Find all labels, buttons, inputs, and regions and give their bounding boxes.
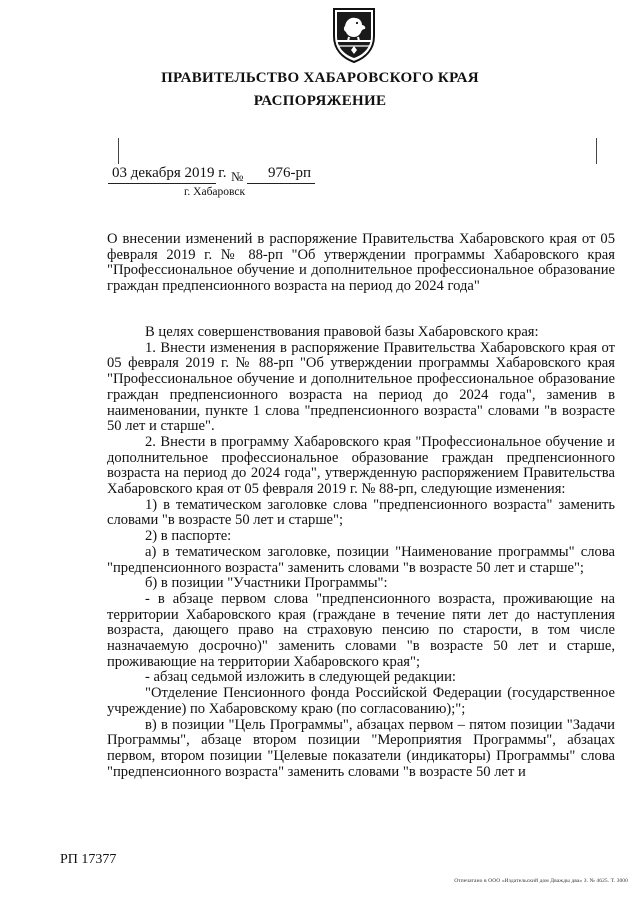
- paragraph-dash-2: - абзац седьмой изложить в следующей редакции:: [145, 669, 456, 686]
- printer-imprint: Отпечатано в ООО «Издательский дом Дважды два» З. № 4625. Т. 3000: [454, 878, 628, 884]
- paragraph-subitem-2v: в) в позиции "Цель Программы", абзацах первом – пятом позиции "Задачи Программы", абзаце втором позиции "Мероприятия Программы", абзацах первом, втором позиции "Целевые показатели (индикаторы) Программы" слова "предпенсионного возраста" заменить словами "в возрасте 50 лет и: [107, 716, 615, 780]
- document-city: г. Хабаровск: [184, 186, 246, 198]
- paragraph-item-1: 1. Внести изменения в распоряжение Правительства Хабаровского края от 05 февраля 2019 г. № 88-рп "Об утверждении программы Хабаровского края "Профессиональное обучение и дополнительное профессиональное образование граждан предпенсионного возраста на период до 2024 года", заменив в наименовании, пункте 1 слова "предпенсионного возраста" словами "в возрасте 50 лет и старше".: [107, 339, 615, 435]
- paragraph-dash-1: - в абзаце первом слова "предпенсионного возраста, проживающие на территории Хабаровского края (граждане в течение пяти лет до наступления возраста, дающего право на страховую пенсию по старости, в том числе назначаемую досрочно)" заменить словами "в возрасте 50 лет и старше, проживающие на территории Хабаровского края";: [107, 590, 615, 670]
- margin-mark-left: [118, 138, 119, 164]
- registration-code: РП 17377: [60, 852, 117, 867]
- document-number: 976-рп: [268, 165, 312, 181]
- document-subject: О внесении изменений в распоряжение Правительства Хабаровского края от 05 февраля 2019 г. № 88-рп "Об утверждении программы Хабаровского края "Профессиональное обучение и дополнительное профессиональное образование граждан предпенсионного возраста на период до 2024 года": [107, 231, 615, 294]
- paragraph-subitem-2: 2) в паспорте:: [145, 528, 232, 545]
- paragraph-preamble: В целях совершенствования правовой базы Хабаровского края:: [145, 324, 539, 340]
- paragraph-subitem-2a: а) в тематическом заголовке, позиции "Наименование программы" слова "предпенсионного возраста" заменить словами "в возрасте 50 лет и старше";: [107, 543, 615, 576]
- document-type: РАСПОРЯЖЕНИЕ: [253, 93, 387, 109]
- date-underline: [108, 183, 216, 184]
- document-body: [107, 325, 615, 780]
- paragraph-quote: "Отделение Пенсионного фонда Российской Федерации (государственное учреждение) по Хабаровскому краю (по согласованию);";: [107, 685, 615, 717]
- number-sign: №: [231, 169, 244, 184]
- coat-of-arms-icon: [331, 6, 377, 64]
- paragraph-subitem-1: 1) в тематическом заголовке слова "предпенсионного возраста" заменить словами "в возрасте 50 лет и старше";: [107, 496, 615, 529]
- document-date: 03 декабря 2019 г.: [112, 165, 227, 181]
- paragraph-item-2: 2. Внести в программу Хабаровского края "Профессиональное обучение и дополнительное профессиональное образование граждан предпенсионного возраста на период до 2024 года", утвержденную распоряжением Правительства Хабаровского края от 05 февраля 2019 г. № 88-рп, следующие изменения:: [107, 433, 615, 498]
- paragraph-subitem-2b: б) в позиции "Участники Программы":: [145, 575, 388, 592]
- margin-mark-right: [596, 138, 597, 164]
- government-name: ПРАВИТЕЛЬСТВО ХАБАРОВСКОГО КРАЯ: [161, 70, 479, 86]
- number-underline: [247, 183, 315, 184]
